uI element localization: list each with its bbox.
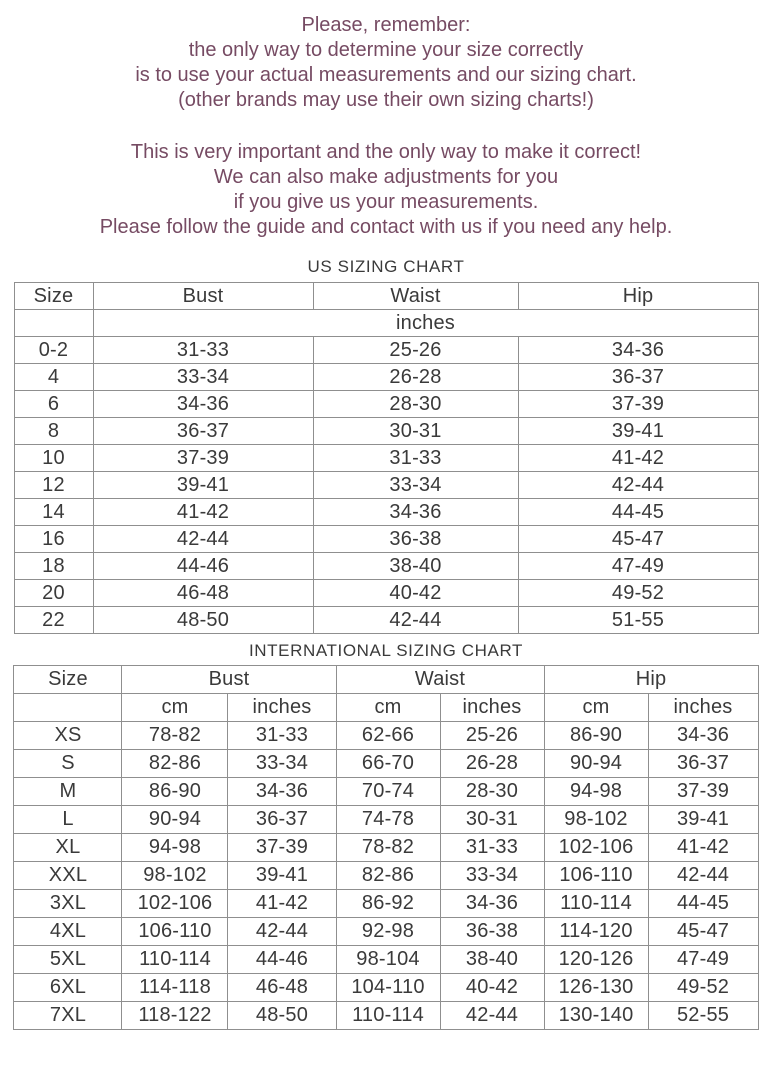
- measurement-cell: 34-36: [518, 337, 758, 364]
- measurement-cell: 33-34: [93, 364, 313, 391]
- measurement-cell: 40-42: [313, 580, 518, 607]
- measurement-cell: 102-106: [122, 890, 228, 918]
- measurement-cell: 36-37: [93, 418, 313, 445]
- size-cell: 16: [14, 526, 93, 553]
- measurement-cell: 37-39: [93, 445, 313, 472]
- measurement-cell: 102-106: [544, 834, 648, 862]
- measurement-cell: 30-31: [440, 806, 544, 834]
- measurement-cell: 74-78: [336, 806, 440, 834]
- measurement-cell: 98-102: [122, 862, 228, 890]
- intro-paragraph-1: [0, 13, 772, 113]
- measurement-cell: 44-45: [648, 890, 758, 918]
- measurement-cell: 70-74: [336, 778, 440, 806]
- measurement-cell: 78-82: [122, 722, 228, 750]
- empty-cell: [14, 694, 122, 722]
- measurement-cell: 42-44: [93, 526, 313, 553]
- unit-label-cm: cm: [544, 694, 648, 722]
- table-row: [14, 890, 758, 918]
- column-header-waist: Waist: [313, 283, 518, 310]
- size-cell: 0-2: [14, 337, 93, 364]
- measurement-cell: 120-126: [544, 946, 648, 974]
- intro-paragraph-2: [0, 140, 772, 240]
- unit-label-inches: inches: [228, 694, 336, 722]
- table-row: [14, 722, 758, 750]
- measurement-cell: 39-41: [93, 472, 313, 499]
- measurement-cell: 40-42: [440, 974, 544, 1002]
- size-cell: 6: [14, 391, 93, 418]
- size-cell: 22: [14, 607, 93, 634]
- measurement-cell: 41-42: [93, 499, 313, 526]
- size-cell: 12: [14, 472, 93, 499]
- measurement-cell: 44-45: [518, 499, 758, 526]
- measurement-cell: 47-49: [518, 553, 758, 580]
- measurement-cell: 30-31: [313, 418, 518, 445]
- table-row: [14, 974, 758, 1002]
- measurement-cell: 36-38: [313, 526, 518, 553]
- measurement-cell: 34-36: [440, 890, 544, 918]
- measurement-cell: 36-37: [518, 364, 758, 391]
- table-row: [14, 418, 758, 445]
- column-header-waist: Waist: [336, 666, 544, 694]
- measurement-cell: 39-41: [228, 862, 336, 890]
- size-cell: XXL: [14, 862, 122, 890]
- measurement-cell: 34-36: [93, 391, 313, 418]
- us-unit-row: [14, 310, 758, 337]
- intl-header-row: [14, 666, 758, 694]
- measurement-cell: 86-90: [122, 778, 228, 806]
- measurement-cell: 31-33: [313, 445, 518, 472]
- measurement-cell: 33-34: [313, 472, 518, 499]
- unit-label: inches: [93, 310, 758, 337]
- table-row: [14, 834, 758, 862]
- column-header-bust: Bust: [122, 666, 336, 694]
- table-row: [14, 862, 758, 890]
- intro-line: is to use your actual measurements and our sizing chart.: [135, 64, 637, 86]
- us-sizing-table: [14, 282, 759, 634]
- size-cell: L: [14, 806, 122, 834]
- table-row: [14, 750, 758, 778]
- measurement-cell: 106-110: [122, 918, 228, 946]
- measurement-cell: 114-118: [122, 974, 228, 1002]
- measurement-cell: 126-130: [544, 974, 648, 1002]
- size-cell: 18: [14, 553, 93, 580]
- table-row: [14, 918, 758, 946]
- measurement-cell: 104-110: [336, 974, 440, 1002]
- measurement-cell: 47-49: [648, 946, 758, 974]
- size-cell: 7XL: [14, 1002, 122, 1030]
- measurement-cell: 48-50: [228, 1002, 336, 1030]
- intro-line: (other brands may use their own sizing charts!): [178, 89, 594, 111]
- size-cell: XS: [14, 722, 122, 750]
- column-header-size: Size: [14, 283, 93, 310]
- intro-text: [0, 0, 772, 240]
- measurement-cell: 37-39: [648, 778, 758, 806]
- measurement-cell: 42-44: [440, 1002, 544, 1030]
- size-cell: XL: [14, 834, 122, 862]
- measurement-cell: 114-120: [544, 918, 648, 946]
- measurement-cell: 31-33: [93, 337, 313, 364]
- column-header-hip: Hip: [518, 283, 758, 310]
- measurement-cell: 66-70: [336, 750, 440, 778]
- measurement-cell: 42-44: [648, 862, 758, 890]
- size-cell: 6XL: [14, 974, 122, 1002]
- measurement-cell: 118-122: [122, 1002, 228, 1030]
- measurement-cell: 49-52: [648, 974, 758, 1002]
- column-header-hip: Hip: [544, 666, 758, 694]
- measurement-cell: 78-82: [336, 834, 440, 862]
- intro-line: Please, remember:: [301, 14, 471, 36]
- measurement-cell: 33-34: [440, 862, 544, 890]
- table-row: [14, 364, 758, 391]
- measurement-cell: 94-98: [122, 834, 228, 862]
- table-row: [14, 499, 758, 526]
- table-row: [14, 1002, 758, 1030]
- measurement-cell: 31-33: [228, 722, 336, 750]
- unit-label-cm: cm: [122, 694, 228, 722]
- measurement-cell: 130-140: [544, 1002, 648, 1030]
- table-row: [14, 580, 758, 607]
- unit-label-inches: inches: [648, 694, 758, 722]
- measurement-cell: 36-37: [228, 806, 336, 834]
- measurement-cell: 52-55: [648, 1002, 758, 1030]
- measurement-cell: 46-48: [93, 580, 313, 607]
- measurement-cell: 34-36: [313, 499, 518, 526]
- measurement-cell: 45-47: [518, 526, 758, 553]
- table-row: [14, 553, 758, 580]
- size-cell: 4XL: [14, 918, 122, 946]
- intro-line: Please follow the guide and contact with us if you need any help.: [99, 216, 673, 238]
- measurement-cell: 31-33: [440, 834, 544, 862]
- measurement-cell: 36-38: [440, 918, 544, 946]
- table-row: [14, 778, 758, 806]
- measurement-cell: 33-34: [228, 750, 336, 778]
- table-row: [14, 472, 758, 499]
- measurement-cell: 110-114: [336, 1002, 440, 1030]
- measurement-cell: 44-46: [228, 946, 336, 974]
- measurement-cell: 45-47: [648, 918, 758, 946]
- size-cell: 10: [14, 445, 93, 472]
- table-row: [14, 607, 758, 634]
- measurement-cell: 48-50: [93, 607, 313, 634]
- measurement-cell: 51-55: [518, 607, 758, 634]
- measurement-cell: 82-86: [122, 750, 228, 778]
- measurement-cell: 44-46: [93, 553, 313, 580]
- measurement-cell: 25-26: [440, 722, 544, 750]
- unit-label-inches: inches: [440, 694, 544, 722]
- table-row: [14, 337, 758, 364]
- size-cell: 8: [14, 418, 93, 445]
- measurement-cell: 28-30: [313, 391, 518, 418]
- measurement-cell: 36-37: [648, 750, 758, 778]
- table-row: [14, 806, 758, 834]
- international-sizing-table: [13, 665, 758, 1030]
- column-header-bust: Bust: [93, 283, 313, 310]
- measurement-cell: 41-42: [648, 834, 758, 862]
- table-row: [14, 946, 758, 974]
- unit-label-cm: cm: [336, 694, 440, 722]
- intl-unit-row: [14, 694, 758, 722]
- measurement-cell: 106-110: [544, 862, 648, 890]
- table-row: [14, 526, 758, 553]
- measurement-cell: 39-41: [648, 806, 758, 834]
- measurement-cell: 37-39: [228, 834, 336, 862]
- international-chart-title: INTERNATIONAL SIZING CHART: [248, 641, 524, 660]
- size-cell: 20: [14, 580, 93, 607]
- measurement-cell: 110-114: [544, 890, 648, 918]
- size-cell: 5XL: [14, 946, 122, 974]
- measurement-cell: 86-92: [336, 890, 440, 918]
- measurement-cell: 92-98: [336, 918, 440, 946]
- intro-line: the only way to determine your size correctly: [188, 39, 584, 61]
- measurement-cell: 39-41: [518, 418, 758, 445]
- table-row: [14, 445, 758, 472]
- measurement-cell: 42-44: [313, 607, 518, 634]
- measurement-cell: 62-66: [336, 722, 440, 750]
- measurement-cell: 38-40: [440, 946, 544, 974]
- measurement-cell: 110-114: [122, 946, 228, 974]
- measurement-cell: 42-44: [228, 918, 336, 946]
- intro-line: This is very important and the only way to make it correct!: [130, 141, 642, 163]
- measurement-cell: 90-94: [544, 750, 648, 778]
- intl-table-body: [14, 722, 758, 1030]
- measurement-cell: 98-102: [544, 806, 648, 834]
- size-cell: M: [14, 778, 122, 806]
- measurement-cell: 94-98: [544, 778, 648, 806]
- size-cell: 14: [14, 499, 93, 526]
- measurement-cell: 34-36: [648, 722, 758, 750]
- intro-line: if you give us your measurements.: [233, 191, 539, 213]
- measurement-cell: 90-94: [122, 806, 228, 834]
- measurement-cell: 34-36: [228, 778, 336, 806]
- measurement-cell: 82-86: [336, 862, 440, 890]
- measurement-cell: 26-28: [440, 750, 544, 778]
- measurement-cell: 26-28: [313, 364, 518, 391]
- size-cell: 4: [14, 364, 93, 391]
- empty-cell: [14, 310, 93, 337]
- us-chart-title: US SIZING CHART: [307, 257, 465, 276]
- us-table-body: [14, 337, 758, 634]
- measurement-cell: 98-104: [336, 946, 440, 974]
- us-header-row: [14, 283, 758, 310]
- measurement-cell: 28-30: [440, 778, 544, 806]
- size-cell: S: [14, 750, 122, 778]
- measurement-cell: 41-42: [518, 445, 758, 472]
- measurement-cell: 86-90: [544, 722, 648, 750]
- column-header-size: Size: [14, 666, 122, 694]
- measurement-cell: 38-40: [313, 553, 518, 580]
- measurement-cell: 49-52: [518, 580, 758, 607]
- intro-line: We can also make adjustments for you: [213, 166, 559, 188]
- table-row: [14, 391, 758, 418]
- measurement-cell: 46-48: [228, 974, 336, 1002]
- size-cell: 3XL: [14, 890, 122, 918]
- measurement-cell: 41-42: [228, 890, 336, 918]
- measurement-cell: 37-39: [518, 391, 758, 418]
- measurement-cell: 25-26: [313, 337, 518, 364]
- measurement-cell: 42-44: [518, 472, 758, 499]
